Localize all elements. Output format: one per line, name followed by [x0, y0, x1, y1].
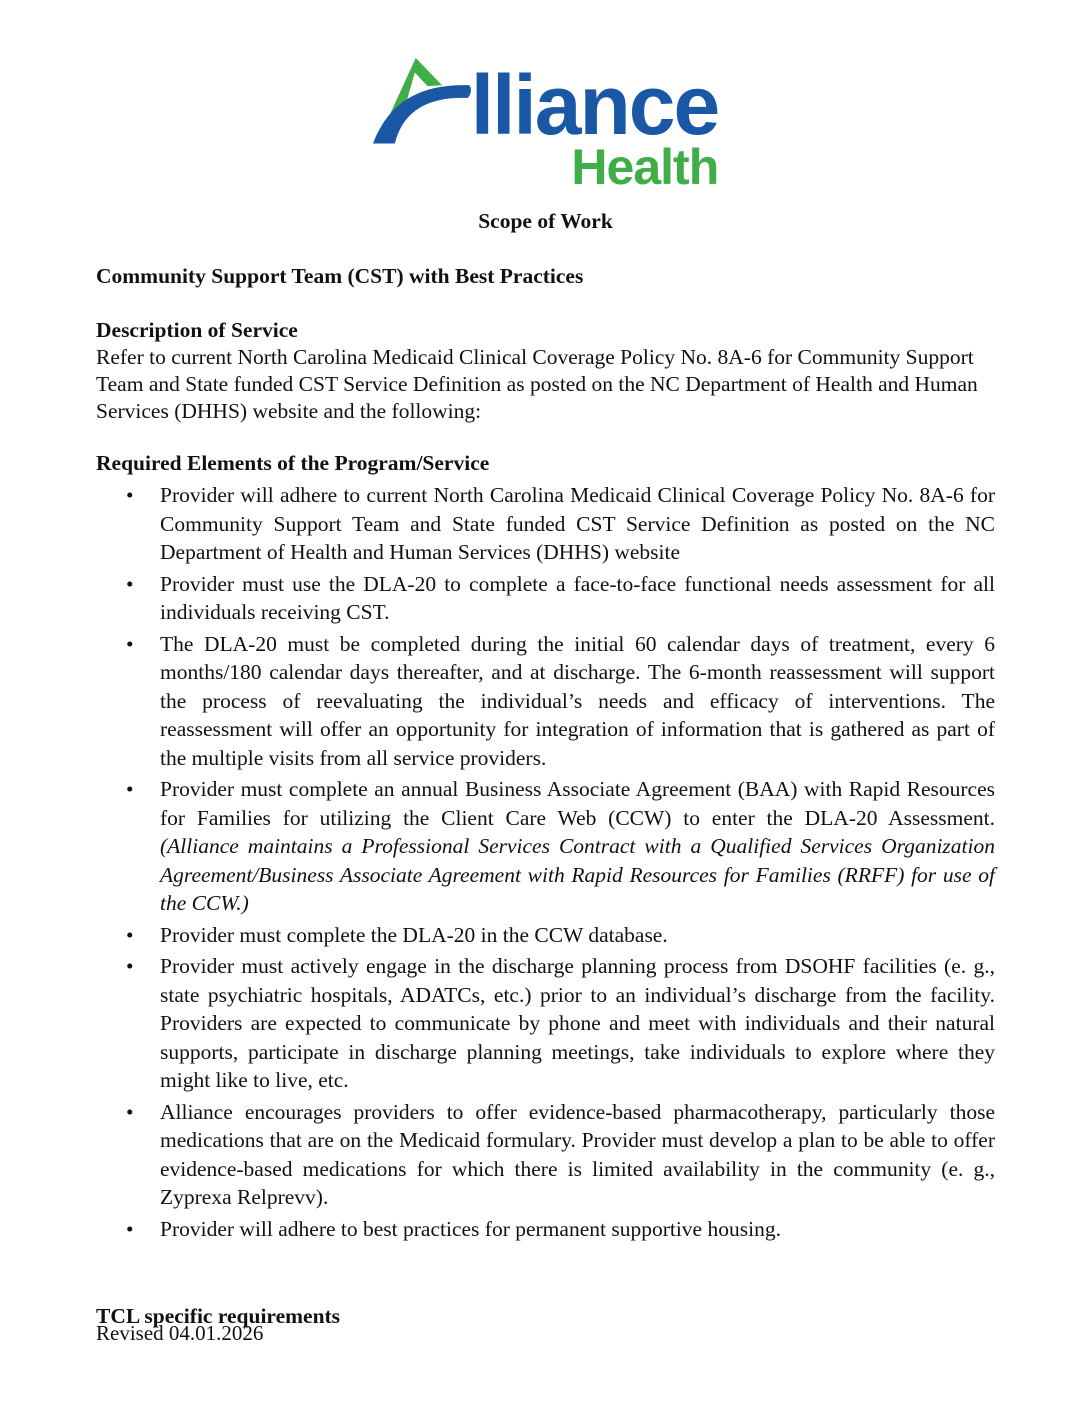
- logo-text-health: Health: [571, 139, 719, 195]
- required-elements-list: [96, 481, 995, 1243]
- document-title: Scope of Work: [478, 209, 613, 233]
- service-heading: Community Support Team (CST) with Best Practices: [96, 264, 584, 288]
- bullet-item: [96, 630, 995, 773]
- bullet-item: [96, 952, 995, 1095]
- bullet-text: Provider must actively engage in the discharge planning process from DSOHF facilities (e. g., state psychiatric hospitals, ADATCs, etc.) prior to an individual’s discharge from the facility. Providers are expected to communicate by phone and meet with individuals and their natural supports, participate in discharge planning meetings, take individuals to explore where they might like to live, etc.: [160, 954, 995, 1092]
- bullet-text: Provider will adhere to best practices for permanent supportive housing.: [160, 1216, 781, 1241]
- description-body: Refer to current North Carolina Medicaid Clinical Coverage Policy No. 8A-6 for Community Support Team and State funded CST Service Definition as posted on the NC Department of Health and Human Services (DHHS) website and the following:: [96, 345, 978, 423]
- bullet-item: [96, 775, 995, 918]
- tcl-requirements-heading: TCL specific requirements: [96, 1304, 341, 1328]
- bullet-item: [96, 481, 995, 567]
- bullet-text: Provider must use the DLA-20 to complete a face-to-face functional needs assessment for all individuals receiving CST.: [160, 571, 995, 624]
- required-elements-heading: Required Elements of the Program/Service: [96, 451, 490, 475]
- alliance-health-logo: [373, 50, 719, 195]
- bullet-text: Alliance encourages providers to offer evidence-based pharmacotherapy, particularly those medications that are on the Medicaid formulary. Provider must develop a plan to be able to offer evidence-based medications for which there is limited availability in the community (e. g., Zyprexa Relprevv).: [160, 1099, 995, 1209]
- alliance-a-mark-icon: [373, 50, 473, 146]
- bullet-item: [96, 1215, 995, 1244]
- logo-wordmark-row: [373, 50, 719, 153]
- bullet-text: Provider must complete an annual Business Associate Agreement (BAA) with Rapid Resources for Families for utilizing the Client Care Web (CCW) to enter the DLA-20 Assessment.: [160, 777, 995, 830]
- bullet-text: The DLA-20 must be completed during the initial 60 calendar days of treatment, every 6 months/180 calendar days thereafter, and at discharge. The 6-month reassessment will support the process of reevaluating the individual’s needs and efficacy of interventions. The reassessment will offer an opportunity for integration of information that is gathered as part of the multiple visits from all service providers.: [160, 631, 995, 770]
- bullet-text: Provider must complete the DLA-20 in the CCW database.: [160, 922, 668, 947]
- bullet-item: [96, 1098, 995, 1212]
- bullet-italic-text: (Alliance maintains a Professional Services Contract with a Qualified Services Organization Agreement/Business Associate Agreement with Rapid Resources for Families (RRFF) for use of the CCW.): [160, 834, 995, 915]
- bullet-item: [96, 570, 995, 627]
- logo-text-alliance: lliance: [470, 58, 719, 153]
- revision-date: Revised 04.01.2026: [96, 1321, 264, 1345]
- logo-wrap: [96, 50, 995, 195]
- bullet-text: Provider will adhere to current North Carolina Medicaid Clinical Coverage Policy No. 8A-6 for Community Support Team and State funded CST Service Definition as posted on the NC Department of Health and Human Services (DHHS) website: [160, 483, 995, 564]
- description-heading: Description of Service: [96, 318, 298, 342]
- bullet-item: [96, 921, 995, 950]
